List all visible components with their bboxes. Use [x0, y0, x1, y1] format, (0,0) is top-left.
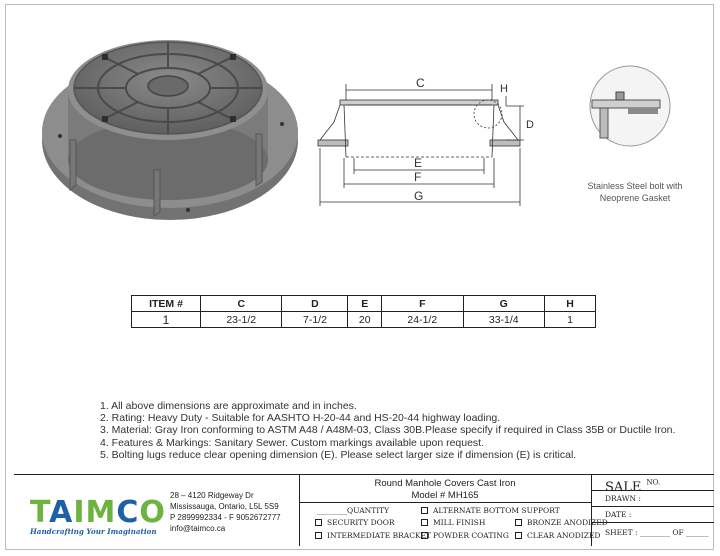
header-h: H — [545, 296, 596, 312]
cell-e: 20 — [348, 312, 382, 328]
model-number: Model # MH165 — [411, 490, 479, 501]
checkbox[interactable] — [421, 532, 428, 539]
note-1: 1. All above dimensions are approximate and in inches. — [100, 400, 357, 412]
manhole-cover-render — [30, 20, 300, 230]
dim-label-e: E — [414, 156, 423, 170]
option-intermediate-bracket[interactable] — [315, 531, 431, 540]
quantity-field[interactable] — [317, 506, 389, 515]
option-label: INTERMEDIATE BRACKET — [327, 531, 432, 540]
note-4: 4. Features & Markings: Sanitary Sewer. Custom markings available upon request. — [100, 436, 485, 449]
quantity-label: ________QUANTITY — [317, 506, 390, 515]
cell-c: 23-1/2 — [201, 312, 282, 328]
checkbox[interactable] — [515, 532, 522, 539]
sale-number — [591, 476, 714, 495]
header-d: D — [282, 296, 348, 312]
divider — [299, 502, 591, 503]
sheet-label: SHEET : — [605, 528, 638, 537]
cell-item: 1 — [132, 312, 201, 328]
header-c: C — [201, 296, 282, 312]
drawn-field[interactable]: DRAWN : — [605, 494, 641, 503]
email-line: info@taimco.ca — [170, 524, 226, 533]
note-5: 5. Bolting lugs reduce clear opening dimension (E). Please select larger size if dimension (E) is critical. — [100, 448, 577, 461]
option-label: BRONZE ANODIZED — [527, 518, 608, 527]
svg-text:TAIMCO: TAIMCO — [30, 495, 166, 530]
company-address — [170, 490, 281, 534]
phone-line: P 2899992334 - F 9052672777 — [170, 513, 281, 522]
checkbox[interactable] — [315, 532, 322, 539]
of-label: OF — [672, 528, 684, 537]
option-powder-coating[interactable] — [421, 531, 509, 540]
detail-caption-line2: Neoprene Gasket — [599, 193, 671, 203]
address-line-2: Mississauga, Ontario, L5L 5S9 — [170, 502, 279, 511]
product-title: Round Manhole Covers Cast Iron — [374, 478, 516, 489]
section-drawing — [310, 62, 540, 222]
note-3: 3. Material: Gray Iron conforming to ASTM A48 / A48M-03, Class 30B.Please specify if required in Class 35B or Ductile Iron. — [100, 424, 676, 437]
checkbox[interactable] — [421, 507, 428, 514]
option-security-door[interactable] — [315, 518, 395, 527]
divider — [591, 506, 714, 507]
svg-text:Handcrafting Your Imagination: Handcrafting Your Imagination — [30, 527, 157, 536]
table-row — [132, 312, 596, 328]
option-alternate-bottom-support[interactable] — [421, 506, 560, 515]
checkbox[interactable] — [315, 519, 322, 526]
option-label: SECURITY DOOR — [327, 518, 395, 527]
dim-label-c: C — [416, 76, 425, 90]
cell-g: 33-1/4 — [463, 312, 544, 328]
notes-list — [100, 400, 700, 461]
address-line-1: 28 – 4120 Ridgeway Dr — [170, 491, 254, 500]
title-block — [14, 474, 714, 546]
sheet-number: ________ — [639, 528, 670, 537]
option-mill-finish[interactable] — [421, 518, 485, 527]
dimension-table — [131, 295, 596, 328]
sale-label: SALE — [605, 480, 642, 495]
header-item: ITEM # — [132, 296, 201, 312]
cell-h: 1 — [545, 312, 596, 328]
dim-label-h: H — [500, 83, 508, 95]
header-e: E — [348, 296, 382, 312]
header-g: G — [463, 296, 544, 312]
date-field[interactable]: DATE : — [605, 510, 632, 519]
dim-label-g: G — [414, 189, 424, 203]
divider — [14, 474, 714, 475]
dim-label-f: F — [414, 170, 422, 184]
option-bronze-anodized[interactable] — [515, 518, 608, 527]
option-label: POWDER COATING — [433, 531, 509, 540]
option-clear-anodized[interactable] — [515, 531, 600, 540]
dim-label-d: D — [526, 119, 534, 131]
header-f: F — [382, 296, 463, 312]
checkbox[interactable] — [421, 519, 428, 526]
sale-no-label: NO. — [646, 478, 661, 487]
option-label: ALTERNATE BOTTOM SUPPORT — [433, 506, 560, 515]
cell-f: 24-1/2 — [382, 312, 463, 328]
detail-caption-line1: Stainless Steel bolt with — [587, 181, 683, 191]
checkbox[interactable] — [515, 519, 522, 526]
option-label: MILL FINISH — [433, 518, 486, 527]
note-2: 2. Rating: Heavy Duty - Suitable for AASHTO H-20-44 and HS-20-44 highway loading. — [100, 412, 501, 425]
cell-d: 7-1/2 — [282, 312, 348, 328]
bolt-detail-view — [570, 62, 700, 162]
detail-caption — [560, 180, 710, 204]
sheet-field[interactable] — [591, 528, 709, 537]
taimco-logo — [28, 490, 168, 538]
option-label: CLEAR ANODIZED — [527, 531, 601, 540]
table-header-row — [132, 296, 596, 312]
sheet-total: ______ — [686, 528, 709, 537]
divider — [591, 522, 714, 523]
